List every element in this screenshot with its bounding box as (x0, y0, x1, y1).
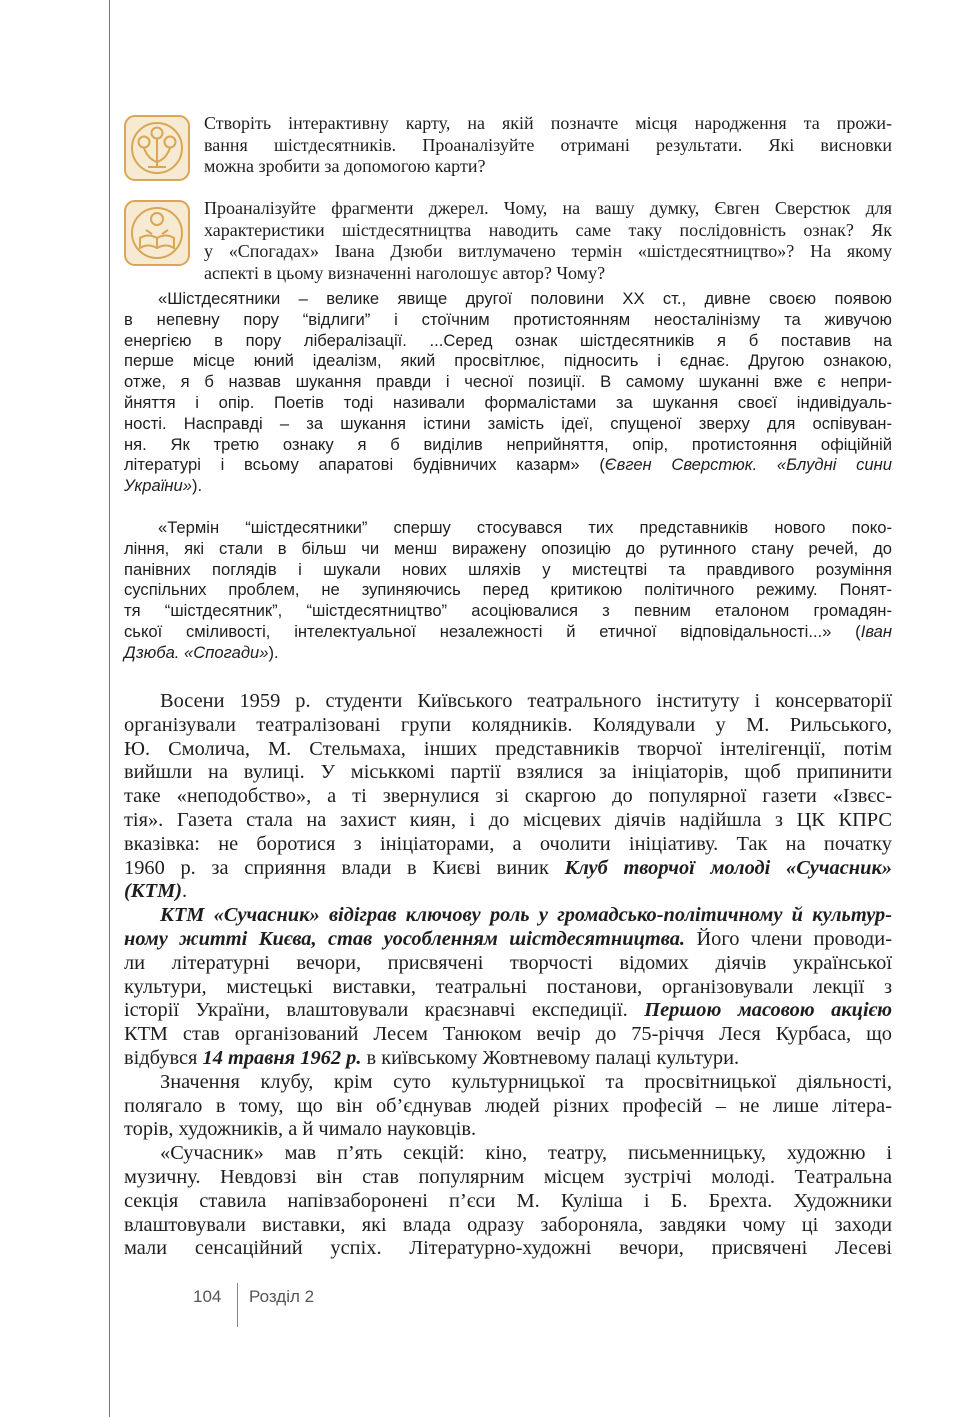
task-text-line: характеристики шістдесятництва наводить саме таку послідовність ознак? Як (204, 219, 892, 240)
paragraph-text: історії України, влаштовували краєзнавчі експедиції. (124, 999, 645, 1022)
map-task-icon (124, 115, 190, 181)
task-text-line: у «Спогадах» Івана Дзюби витлумачено термін «шістдесятництво»? На якому (204, 241, 892, 261)
paragraph-line (124, 999, 892, 1023)
task-sources (124, 198, 892, 284)
paragraph-line: музичну. Невдовзі він став популярним місцем зустрічі молоді. Театральна (124, 1165, 892, 1188)
paragraph-emphasis: ному житті Києва, став уособленням шістдесятництва. (124, 927, 686, 950)
quote-end: ). (192, 476, 203, 496)
paragraph-line: мали сенсаційний успіх. Літературно-художні вечори, присвячені Лесеві (124, 1237, 892, 1260)
paragraph-line: культури, мистецькі виставки, театральні постанови, організовували лекції з (124, 975, 892, 998)
quote-line: суспільних проблем, не зупиняючись перед критикою політичного режиму. Понят- (124, 580, 892, 600)
quote-line (124, 476, 892, 497)
quote-dziuba (124, 518, 892, 664)
paragraph-line: тія». Газета стала на захист киян, і до місцевих діячів надійшла з ЦК КПРС (124, 808, 892, 831)
quote-source: Іван (860, 621, 892, 641)
section-label: Розділ 2 (249, 1287, 315, 1306)
paragraph-line: Ю. Смолича, М. Стельмаха, інших представників творчої інтелігенції, потім (124, 737, 892, 760)
quote-source: Євген Сверстюк. «Блудні сини (604, 455, 892, 475)
task-text-line: Створіть інтерактивну карту, на якій позначте місця народження та прожи- (204, 113, 892, 133)
quote-line: ління, які стали в більш чи менш виражену опозицію до рутинного стану речей, до (124, 538, 892, 558)
paragraph-text: відбувся (124, 1046, 203, 1069)
quote-end: ). (268, 642, 279, 662)
quote-line: в непевну пору “відлиги” і стоїчним протистоянням неосталінізму та живучою (124, 309, 892, 329)
footer-divider (237, 1283, 238, 1327)
paragraph-line: «Сучасник» мав п’ять секцій: кіно, театру, письменницьку, художню і (160, 1142, 892, 1165)
quote-line: «Шістдесятники – велике явище другої половини ХХ ст., дивне своєю появою (158, 289, 892, 308)
event-date: 14 травня 1962 р. (202, 1046, 362, 1069)
paragraph-text: в київському Жовтневому палаці культури. (361, 1046, 740, 1069)
paragraph-line: КТМ став організований Лесем Танюком вечір до 75-річчя Леся Курбаса, що (124, 1023, 892, 1046)
paragraph-line: секція ставила напівзаборонені п’єси М. Куліша і Б. Брехта. Художники (124, 1189, 892, 1212)
quote-line (124, 455, 892, 476)
paragraph-line (124, 1047, 892, 1071)
quote-line: енергією в пору лібералізації. ...Серед ознак шістдесятників я б поставив на (124, 330, 892, 350)
paragraph-line: організували театралізовані групи колядників. Колядували у М. Рильського, (124, 713, 892, 736)
paragraph-text: 1960 р. за сприяння влади в Києві виник (124, 856, 565, 879)
quote-text: ської сміливості, інтелектуальної незалежності й етичної відповідальності...» ( (124, 621, 861, 641)
paragraph-text: Його члени проводи- (685, 927, 893, 950)
quote-line: отже, я б назвав шукання правди і чесної позиції. В самому шуканні вже є непри- (124, 372, 892, 392)
quote-line: «Термін “шістдесятники” спершу стосувався тих представників нового поко- (158, 518, 892, 537)
task-text-line: вання шістдесятників. Проаналізуйте отримані результати. Які висновки (204, 134, 892, 155)
quote-line: тя “шістдесятник”, “шістдесятництво” асоціювалися з певним еталоном громадян- (124, 601, 892, 621)
paragraph-line (124, 928, 892, 952)
paragraph-text: . (182, 880, 188, 903)
quote-sverstiuk (124, 289, 892, 497)
quote-line: ня. Як третю ознаку я б виділив неприйняття, опір, протистояння офіційній (124, 434, 892, 454)
task-text-line: аспекті в цьому визначенні наголошує автор? Чому? (204, 262, 606, 283)
ktm-abbreviation: (КТМ) (124, 880, 182, 903)
quote-line: панівних поглядів і шукали нових шляхів у мистецтві та правдивого розуміння (124, 559, 892, 579)
quote-line: ності. Насправді – за шукання істини замість ідеї, спущеної зверху для оспівуван- (124, 413, 892, 433)
paragraph-line: Восени 1959 р. студенти Київського театрального інституту і консерваторії (160, 690, 892, 712)
paragraph-line: таке «неподобство», а ті звернулися зі скаргою до популярної газети «Ізвєс- (124, 785, 892, 808)
paragraph-line: полягало в тому, що він об’єднував людей різних професій – не лише літера- (124, 1094, 892, 1117)
paragraph-line (124, 880, 892, 904)
sources-task-icon (124, 200, 190, 266)
paragraph-line: Значення клубу, крім суто культурницької та просвітницької діяльності, (160, 1070, 892, 1093)
page-margin-line (109, 0, 110, 1417)
quote-text: літературі і всьому апаратові будівничих казарм» ( (124, 455, 605, 475)
ktm-club-name: Клуб творчої молоді «Сучасник» (564, 856, 892, 879)
task-text-line: Проаналізуйте фрагменти джерел. Чому, на вашу думку, Євген Сверстюк для (204, 198, 892, 218)
page-number: 104 (193, 1287, 222, 1306)
paragraph-line (124, 857, 892, 881)
main-text (124, 690, 892, 1261)
quote-line (124, 622, 892, 643)
quote-line: перше місце юний ідеалізм, який просвітлює, підносить і єднає. Другою ознакою, (124, 351, 892, 371)
paragraph-emphasis: Першою масовою акцією (644, 999, 892, 1022)
paragraph-line: вказівка: не боротися з ініціаторами, а очолити ініціативу. Так на початку (124, 832, 892, 855)
quote-source: Дзюба. «Спогади» (124, 642, 269, 662)
quote-line (124, 643, 892, 664)
task-map (124, 113, 892, 178)
quote-line: йняття і опір. Поетів тоді називали формалістами за шукання своєї індивідуаль- (124, 392, 892, 412)
quote-source: України» (124, 476, 192, 496)
task-text-line: можна зробити за допомогою карти? (204, 156, 486, 176)
paragraph-line: влаштовували виставки, які влада одразу забороняла, завдяки чому ці заходи (124, 1213, 892, 1236)
paragraph-line: торів, художників, а й чимало науковців. (124, 1118, 477, 1141)
paragraph-line: вийшли на вулиці. У міськкомі партії взялися за ініціаторів, щоб припинити (124, 761, 892, 784)
paragraph-line: КТМ «Сучасник» відіграв ключову роль у громадсько-політичному й культур- (160, 904, 892, 927)
paragraph-line: ли літературні вечори, присвячені творчості відомих діячів української (124, 951, 892, 974)
